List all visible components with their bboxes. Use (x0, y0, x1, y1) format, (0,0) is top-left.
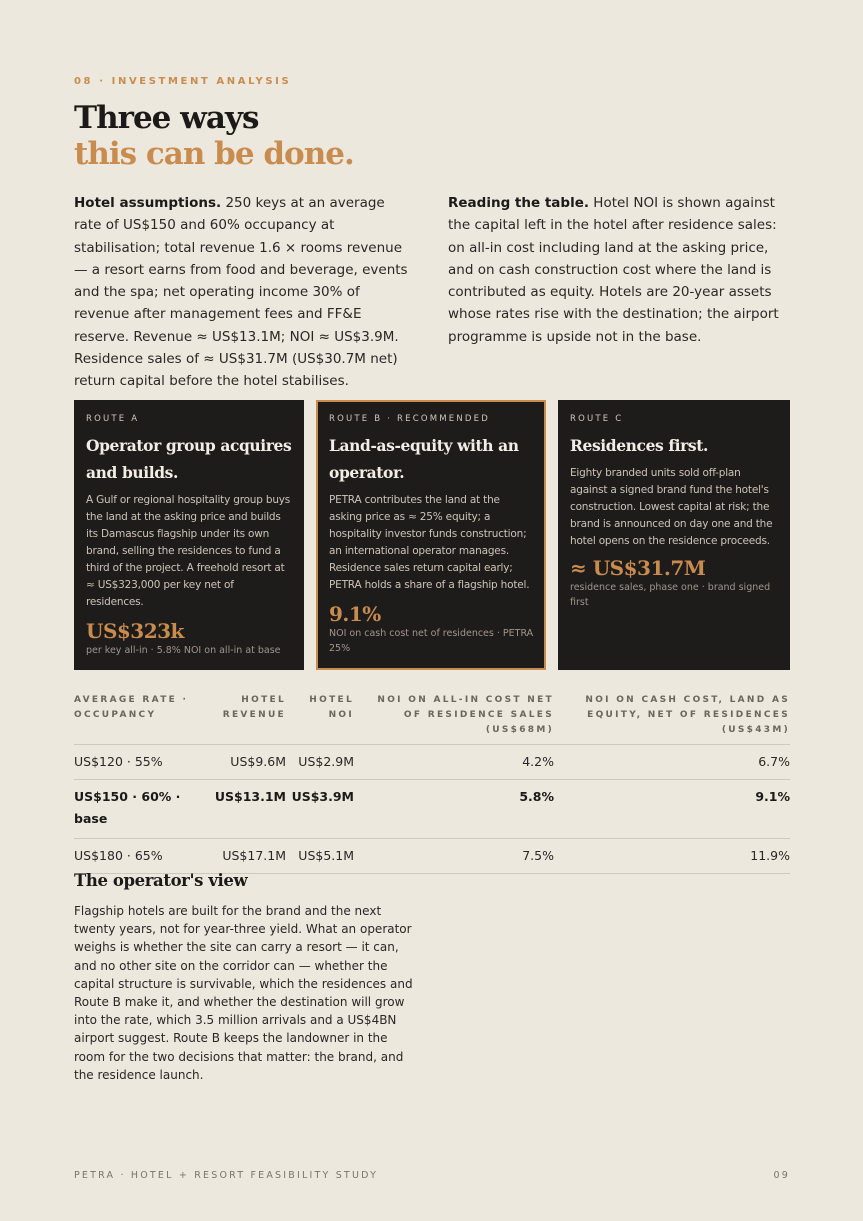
route-c-card (558, 400, 790, 670)
sensitivity-table (74, 690, 790, 874)
table-cell: US$2.9M (286, 745, 354, 780)
route-c-note: residence sales, phase one · brand signed first (570, 582, 771, 608)
footer-title: PETRA · HOTEL + RESORT FEASIBILITY STUDY (74, 1170, 379, 1181)
route-c-tag: ROUTE C (570, 414, 624, 424)
column-header: HOTEL REVENUE (214, 690, 286, 745)
table-row-base (74, 780, 790, 839)
title-line-1: Three ways (74, 100, 259, 136)
table-cell: US$120 · 55% (74, 745, 214, 780)
route-a-note: per key all-in · 5.8% NOI on all-in at base (86, 645, 281, 656)
route-a-tag: ROUTE A (86, 414, 140, 424)
hotel-assumptions-paragraph (74, 192, 416, 393)
table-cell: 9.1% (554, 780, 790, 839)
page (74, 0, 790, 1221)
route-b-card (316, 400, 546, 670)
hotel-assumptions-text: 250 keys at an average rate of US$150 and 60% occupancy at stabilisation; total revenue 1.6 × rooms revenue — a resort earns from food and beverage, events and the spa; net operating income 30% of revenue after management fees and FF&E reserve. Revenue ≈ US$13.1M; NOI ≈ US$3.9M. Residence sales of ≈ US$31.7M (US$30.7M net) return capital before the hotel stabilises. (74, 195, 408, 390)
table-cell: US$9.6M (214, 745, 286, 780)
table-cell: US$5.1M (286, 839, 354, 874)
route-b-body: PETRA contributes the land at the asking price as ≈ 25% equity; a hospitality investor funds construction; an international operator manages. Residence sales return capital early; PETRA holds a share of a flagship hotel. (329, 494, 530, 591)
route-b-figure: 9.1% (329, 602, 381, 626)
table-cell: 5.8% (354, 780, 554, 839)
routes-panel (74, 400, 790, 670)
title-line-2: this can be done. (74, 136, 354, 172)
table-cell: US$3.9M (286, 780, 354, 839)
column-header: AVERAGE RATE · OCCUPANCY (74, 690, 214, 745)
route-c-title: Residences first. (570, 436, 708, 455)
route-a-body: A Gulf or regional hospitality group buys the land at the asking price and builds its Damascus flagship under its own brand, selling the residences to fund a third of the project. A freehold resort at ≈ US$323,000 per key net of residences. (86, 494, 291, 608)
route-b-tag: ROUTE B · RECOMMENDED (329, 414, 490, 424)
route-b-note: NOI on cash cost net of residences · PETRA 25% (329, 628, 534, 654)
page-footer (74, 1170, 790, 1181)
reading-table-lead: Reading the table. (448, 195, 589, 211)
table-cell: 6.7% (554, 745, 790, 780)
route-b-title: Land-as-equity with an operator. (329, 436, 519, 482)
operator-view-text: Flagship hotels are built for the brand and the next twenty years, not for year-three yield. What an operator weighs is whether the site can carry a resort — it can, and no other site on the corridor can — whether the capital structure is survivable, which the residences and Route B make it, and whether the destination will grow into the rate, which 3.5 million arrivals and a US$4BN airport suggest. Route B keeps the landowner in the room for the two decisions that matter: the brand, and the residence launch. (74, 904, 413, 1082)
table-cell: US$150 · 60% · base (74, 780, 214, 839)
route-c-figure: ≈ US$31.7M (570, 556, 706, 580)
table-row (74, 745, 790, 780)
table-cell: 7.5% (354, 839, 554, 874)
column-header: NOI ON CASH COST, LAND AS EQUITY, NET OF RESIDENCES (US$43M) (554, 690, 790, 745)
table-cell: US$17.1M (214, 839, 286, 874)
hotel-assumptions-lead: Hotel assumptions. (74, 195, 222, 211)
route-a-card (74, 400, 304, 670)
operator-view-section (74, 868, 416, 1084)
table-cell: 4.2% (354, 745, 554, 780)
route-a-title: Operator group acquires and builds. (86, 436, 292, 482)
table-header-row (74, 690, 790, 745)
reading-table-paragraph (448, 192, 790, 348)
section-eyebrow: 08 · INVESTMENT ANALYSIS (74, 76, 292, 87)
column-header: NOI ON ALL-IN COST NET OF RESIDENCE SALES (US$68M) (354, 690, 554, 745)
route-a-figure: US$323k (86, 619, 184, 643)
page-number: 09 (773, 1170, 790, 1181)
column-header: HOTEL NOI (286, 690, 354, 745)
reading-table-text: Hotel NOI is shown against the capital left in the hotel after residence sales: on all-in cost including land at the asking price, and on cash construction cost where the land is contributed as equity. Hotels are 20-year assets whose rates rise with the destination; the airport programme is upside not in the base. (448, 195, 779, 345)
route-c-body: Eighty branded units sold off-plan against a signed brand fund the hotel's construction. Lowest capital at risk; the brand is announced on day one and the hotel opens on the residence proceeds. (570, 467, 773, 547)
table-cell: US$180 · 65% (74, 839, 214, 874)
table-cell: 11.9% (554, 839, 790, 874)
operator-view-heading: The operator's view (74, 871, 248, 890)
page-title (74, 100, 354, 172)
table-cell: US$13.1M (214, 780, 286, 839)
